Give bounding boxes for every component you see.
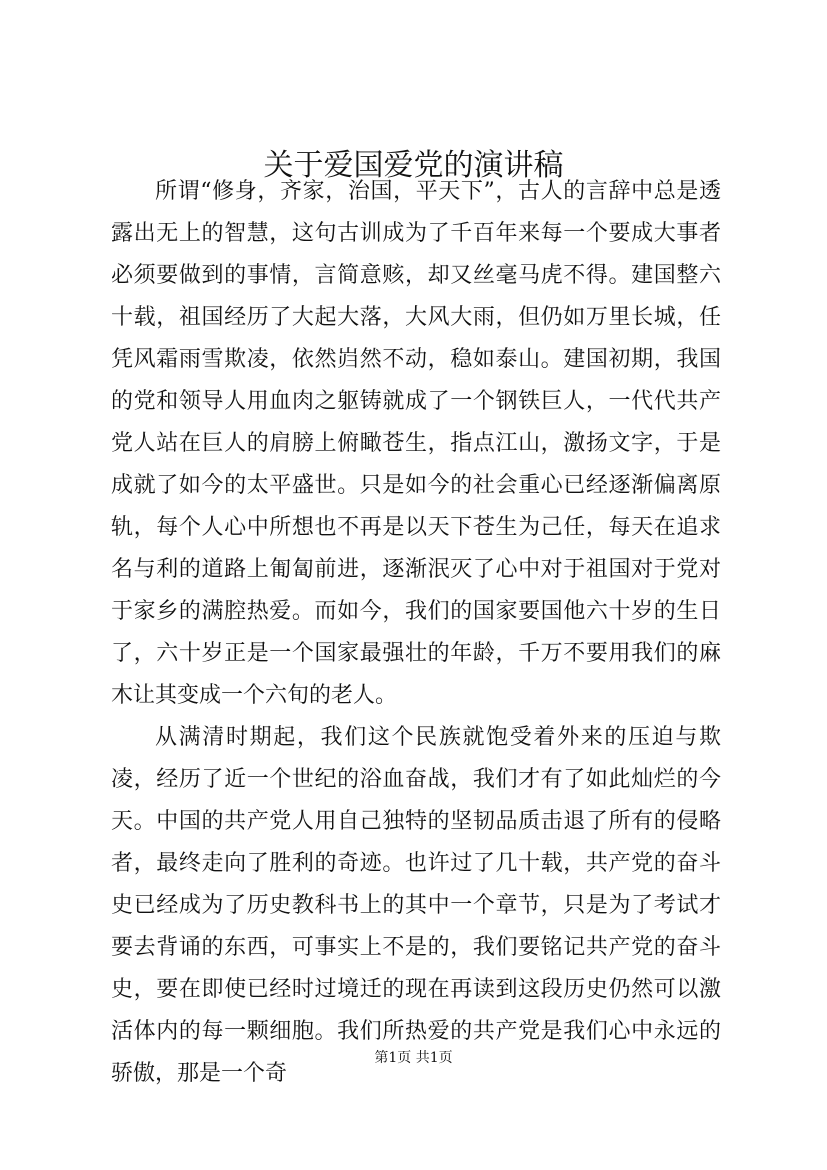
page-footer: 第1页 共1页 [374,1050,453,1066]
document-body [111,171,721,1095]
paragraph-2: 从满清时期起，我们这个民族就饱受着外来的压迫与欺凌，经历了近一个世纪的浴血奋战，我们才有了如此灿烂的今天。中国的共产党人用自己独特的坚韧品质击退了所有的侵略者，最终走向了胜利的奇迹。也许过了几十载，共产党的奋斗史已经成为了历史教科书上的其中一个章节，只是为了考试才要去背诵的东西，可事实上不是的，我们要铭记共产党的奋斗史，要在即使已经时过境迁的现在再读到这段历史仍然可以激活体内的每一颗细胞。我们所热爱的共产党是我们心中永远的骄傲，那是一个奇 [111,725,721,1086]
document-title: 关于爱国爱党的演讲稿 [263,148,564,183]
paragraph-1: 所谓“修身，齐家，治国，平天下”，古人的言辞中总是透露出无上的智慧，这句古训成为了千百年来每一个要成大事者必须要做到的事情，言简意赅，却又丝毫马虎不得。建国整六十载，祖国经历了大起大落，大风大雨，但仍如万里长城，任凭风霜雨雪欺凌，依然岿然不动，稳如泰山。建国初期，我国的党和领导人用血肉之躯铸就成了一个钢铁巨人，一代代共产党人站在巨人的肩膀上俯瞰苍生，指点江山，激扬文字，于是成就了如今的太平盛世。只是如今的社会重心已经逐渐偏离原轨，每个人心中所想也不再是以天下苍生为己任，每天在追求名与利的道路上匍匐前进，逐渐泯灭了心中对于祖国对于党对于家乡的满腔热爱。而如今，我们的国家要国他六十岁的生日了，六十岁正是一个国家最强壮的年龄，千万不要用我们的麻木让其变成一个六旬的老人。 [111,179,721,708]
